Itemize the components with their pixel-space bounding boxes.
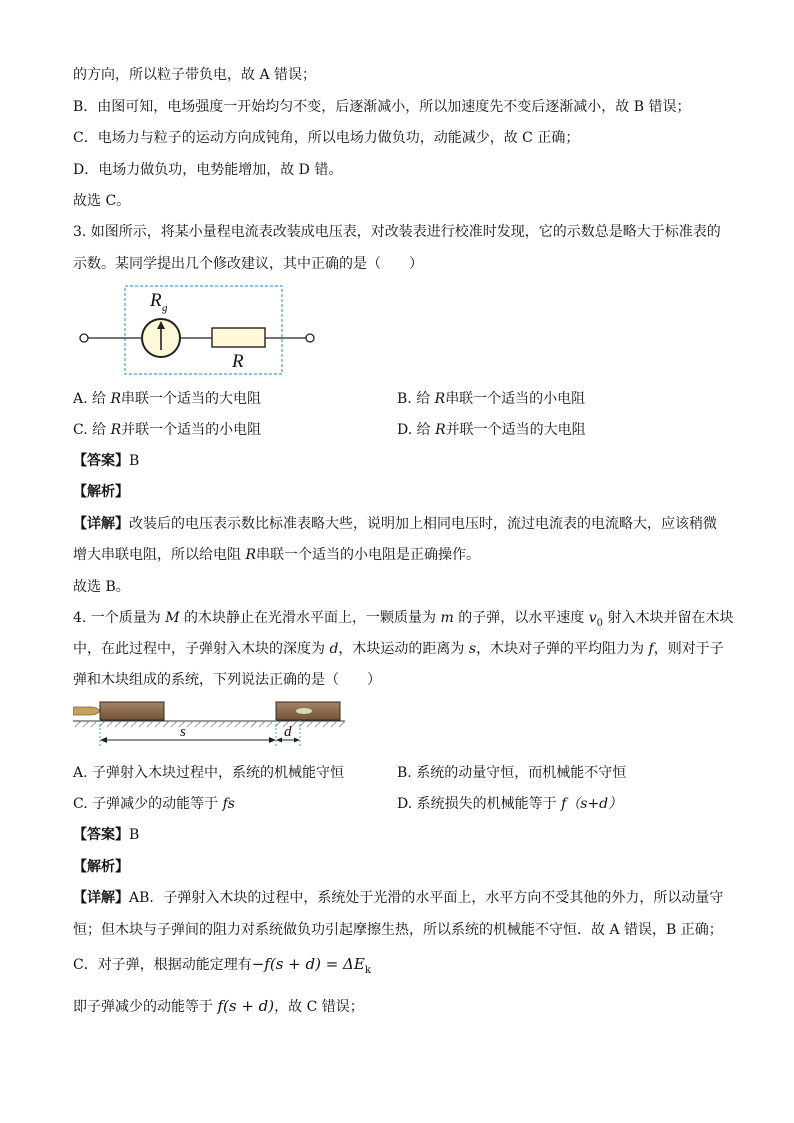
q4-stem-line-1: 4. 一个质量为 M 的木块静止在光滑水平面上，一颗质量为 m 的子弹，以水平速度 $v_0$ 射入木块并留在木块 [73, 610, 734, 629]
q4-detail-line-1: 【详解】AB．子弹射入木块的过程中，系统处于光滑的水平面上，水平方向不受其他的外力，所以动量守 [73, 890, 724, 906]
resistor-icon [212, 328, 265, 347]
q3-option-c: C. 给 R并联一个适当的小电阻 [73, 422, 262, 438]
block-initial [100, 702, 164, 720]
q3-choose: 故选 B。 [73, 579, 130, 595]
rg-label-sub: g [162, 302, 168, 314]
terminal-right [306, 334, 314, 342]
q4-option-a: A. 子弹射入木块过程中，系统的机械能守恒 [73, 765, 345, 781]
q4-option-b: B. 系统的动量守恒，而机械能不守恒 [397, 765, 627, 781]
r-label: R [232, 351, 244, 372]
terminal-left [80, 334, 88, 342]
q4-answer: 【答案】B [73, 827, 140, 843]
embedded-bullet-icon [296, 708, 312, 714]
bullet-icon [73, 707, 100, 715]
q3-option-d: D. 给 R并联一个适当的大电阻 [397, 422, 586, 438]
q3-option-b: B. 给 R串联一个适当的小电阻 [397, 391, 586, 407]
text-line: B．由图可知，电场强度一开始均匀不变，后逐渐减小，所以加速度先不变后逐渐减小，故 B 错误； [73, 99, 691, 115]
q4-stem-line-2: 中，在此过程中，子弹射入木块的深度为 d，木块运动的距离为 s，木块对子弹的平均阻力为 f，则对于子 [73, 641, 724, 657]
ground-hatch [75, 721, 345, 727]
arrow-left-icon [276, 738, 282, 743]
q4-option-d: D. 系统损失的机械能等于 f（s+d） [397, 796, 623, 812]
q3-analysis-heading: 【解析】 [73, 484, 129, 500]
bullet-block-diagram [73, 698, 353, 748]
text-line: 的方向，所以粒子带负电，故 A 错误； [73, 67, 317, 83]
q3-detail-line-1: 【详解】改装后的电压表示数比标准表略大些，说明加上相同电压时，流过电流表的电流略大，应该稍微 [73, 516, 717, 532]
q3-stem-line-1: 3. 如图所示，将某小量程电流表改装成电压表，对改装表进行校准时发现，它的示数总是略大于标准表的 [73, 224, 721, 240]
q4-detail-line-4: 即子弹减少的动能等于 f(s + d)，故 C 错误； [73, 997, 364, 1015]
text-line: D．电场力做负功，电势能增加，故 D 错。 [73, 162, 343, 178]
circuit-diagram [73, 284, 323, 378]
q4-stem-line-3: 弹和木块组成的系统，下列说法正确的是（ ） [73, 672, 381, 688]
arrow-left-icon [100, 737, 107, 743]
arrow-right-icon [294, 738, 300, 743]
q3-answer: 【答案】B [73, 453, 140, 469]
q4-option-c: C. 子弹减少的动能等于 fs [73, 796, 235, 812]
text-line: 故选 C。 [73, 193, 131, 209]
q3-stem-line-2: 示数。某同学提出几个修改建议，其中正确的是（ ） [73, 256, 423, 272]
text-line: C．电场力与粒子的运动方向成钝角，所以电场力做负功，动能减少，故 C 正确； [73, 130, 580, 146]
q3-option-a: A. 给 R串联一个适当的大电阻 [73, 391, 262, 407]
q3-detail-line-2: 增大串联电阻，所以给电阻 R串联一个适当的小电阻是正确操作。 [73, 547, 480, 563]
s-label: s [180, 724, 186, 740]
d-label: d [284, 724, 292, 740]
q4-detail-line-3: C．对子弹，根据动能定理有$-f(s + d) = \Delta E_k$ [73, 955, 371, 976]
rg-label: R [150, 290, 162, 311]
q4-detail-line-2: 恒；但木块与子弹间的阻力对系统做负功引起摩擦生热，所以系统的机械能不守恒．故 A 错误，B 正确； [73, 922, 723, 938]
arrow-right-icon [269, 737, 276, 743]
q4-analysis-heading: 【解析】 [73, 859, 129, 875]
